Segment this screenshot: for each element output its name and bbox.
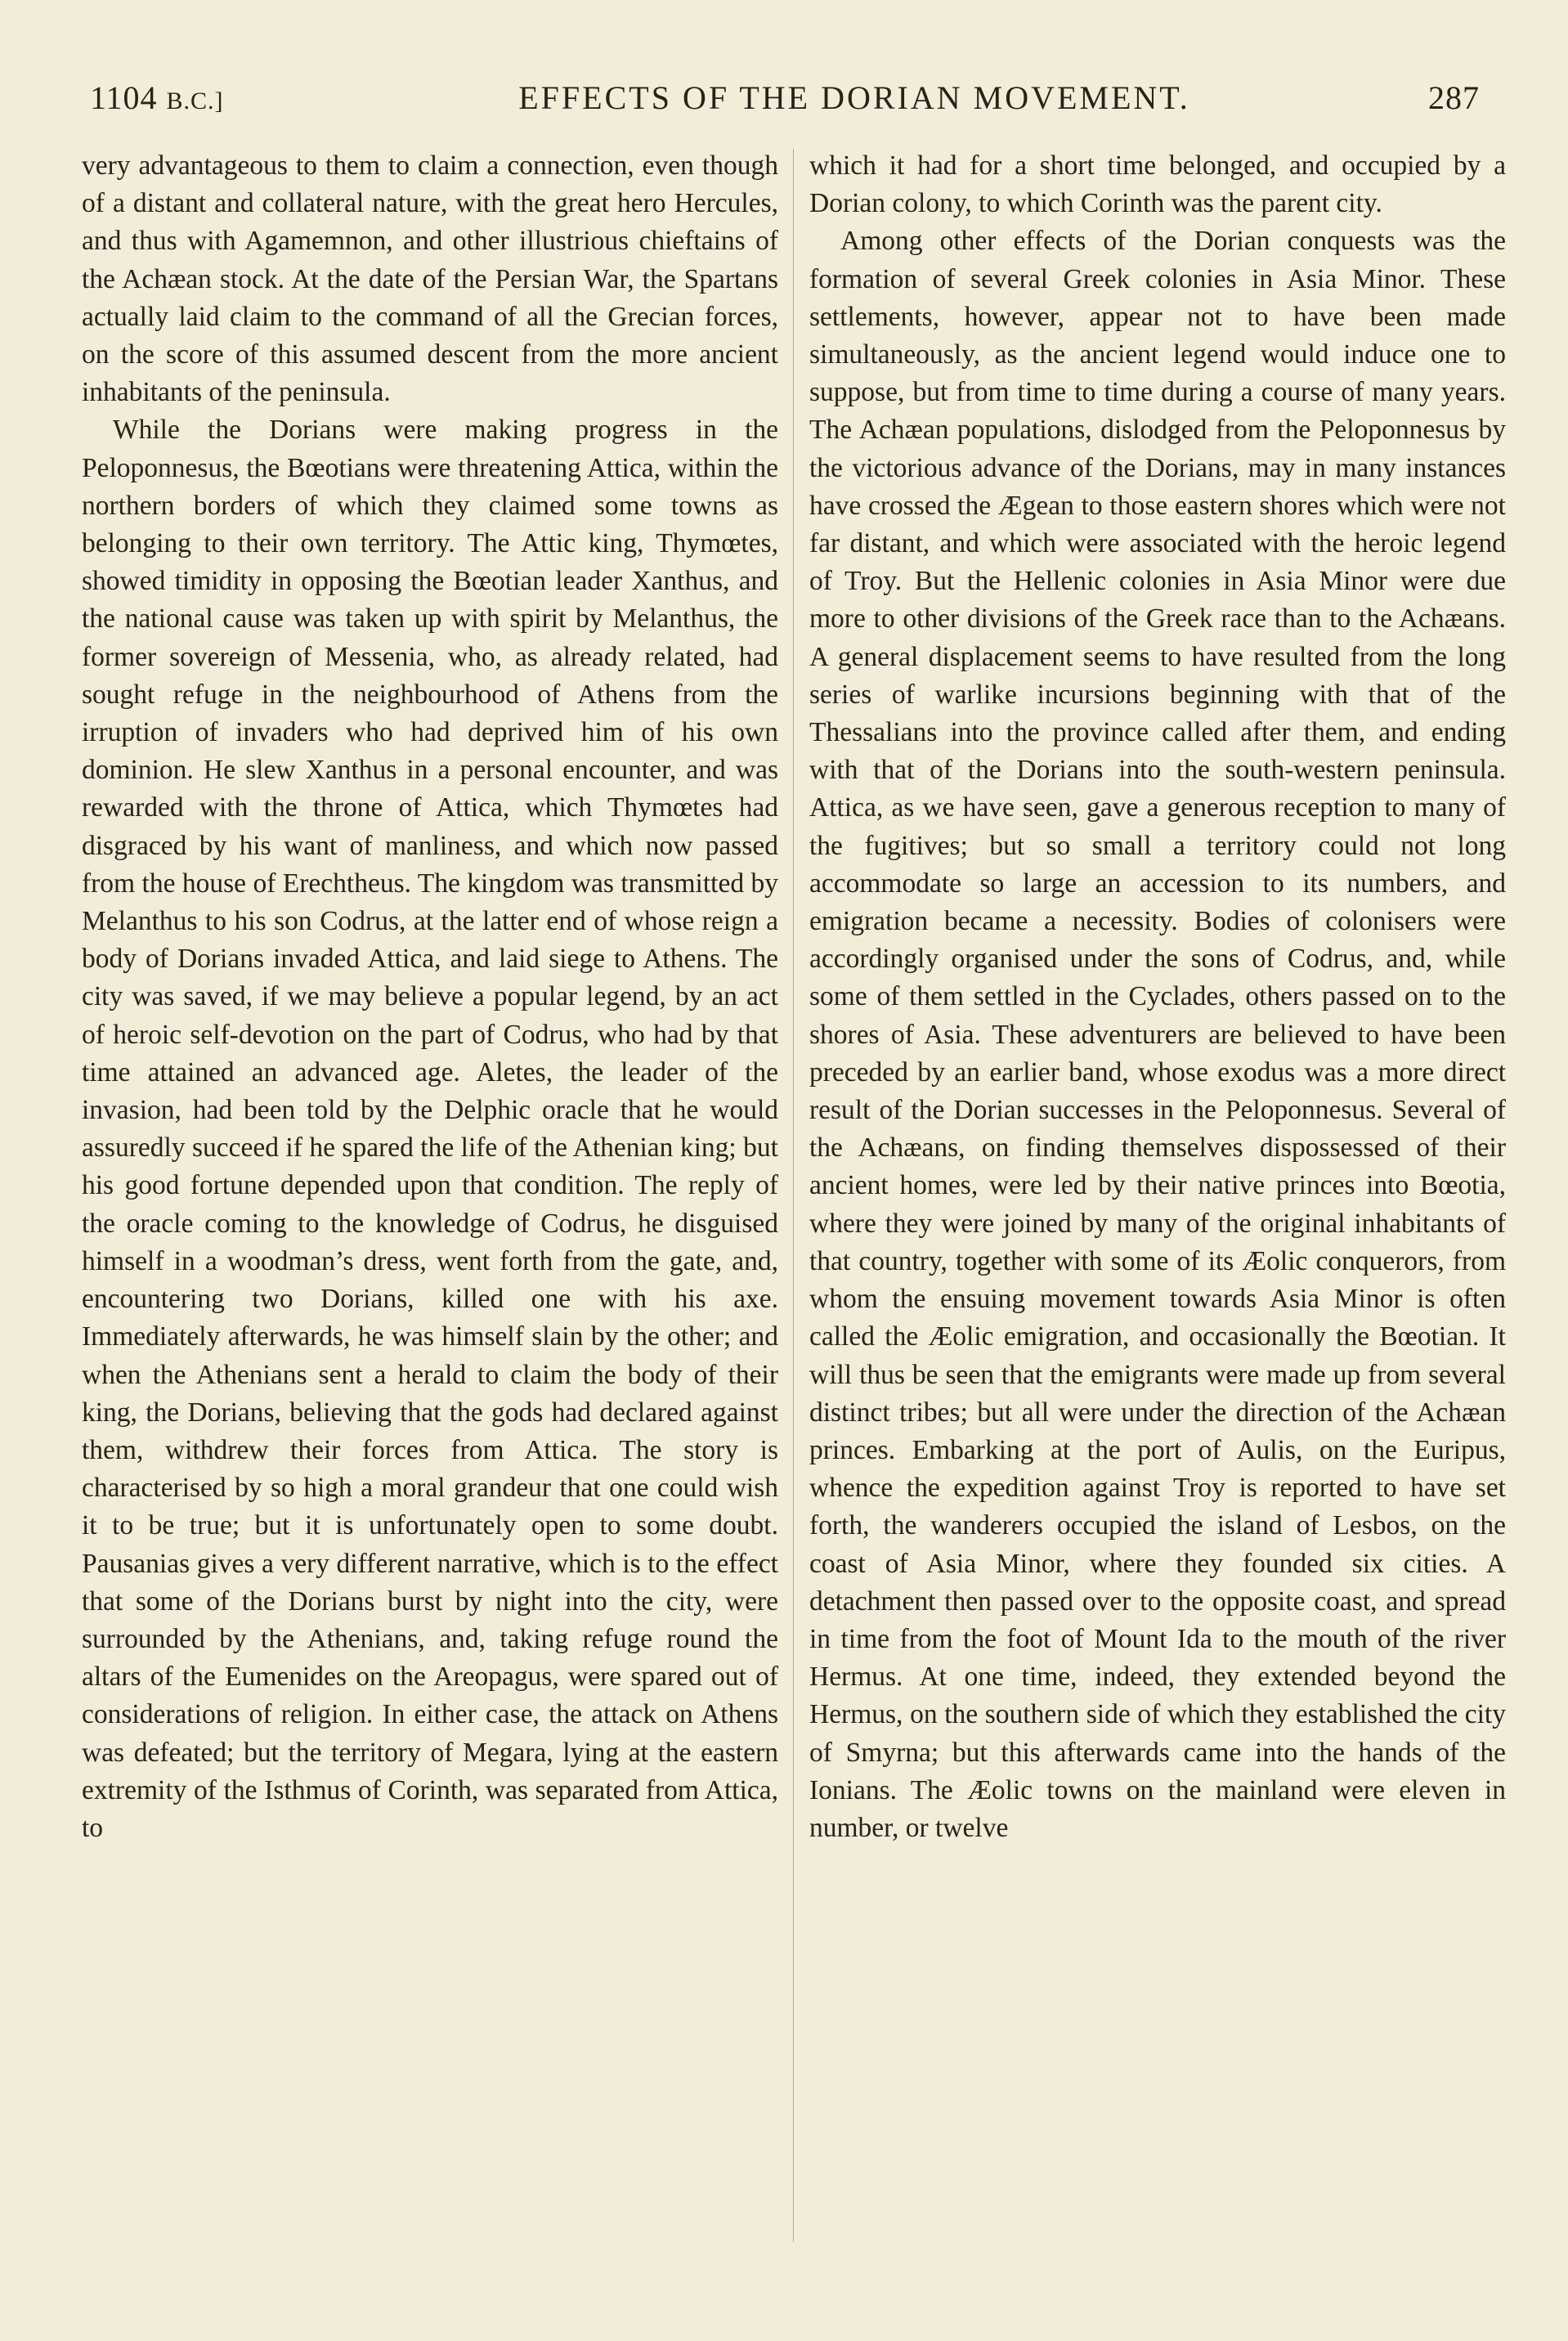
running-head [90,78,1480,128]
left-paragraph-2: While the Dorians were making progress in the Peloponnesus, the Bœotians were threatening Attica, within the northern borders of which they claimed some towns as belonging to their own territory. The Attic king, Thymœtes, showed timidity in opposing the Bœotian leader Xanthus, and the national cause was taken up with spirit by Melanthus, the former sovereign of Messenia, who, as already related, had sought refuge in the neighbourhood of Athens from the irruption of invaders who had deprived him of his own dominion. He slew Xanthus in a personal encounter, and was rewarded with the throne of Attica, which Thymœtes had disgraced by his want of manliness, and which now passed from the house of Erechtheus. The kingdom was transmitted by Melanthus to his son Codrus, at the latter end of whose reign a body of Dorians invaded Attica, and laid siege to Athens. The city was saved, if we may believe a popular legend, by an act of heroic self-devotion on the part of Codrus, who had by that time attained an advanced age. Aletes, the leader of the invasion, had been told by the Delphic oracle that he would assuredly succeed if he spared the life of the Athenian king; but his good fortune depended upon that condition. The reply of the oracle coming to the knowledge of Codrus, he disguised himself in a woodman’s dress, went forth from the gate, and, encountering two Dorians, killed one with his axe. Immediately afterwards, he was himself slain by the other; and when the Athenians sent a herald to claim the body of their king, the Dorians, believing that the gods had declared against them, withdrew their forces from Attica. The story is characterised by so high a moral grandeur that one could wish it to be true; but it is unfortunately open to some doubt. Pausanias gives a very different narrative, which is to the effect that some of the Dorians burst by night into the city, were surrounded by the Athenians, and, taking refuge round the altars of the Eumenides on the Areopagus, were spared out of considerations of religion. In either case, the attack on Athens was defeated; but the territory of Megara, lying at the eastern extremity of the Isthmus of Corinth, was separated from Attica, to [82,415,778,1843]
right-paragraph-2: Among other effects of the Dorian conquests was the formation of several Greek colonies in Asia Minor. These settlements, however, appear not to have been made simultaneously, as the ancient legend would induce one to suppose, but from time to time during a course of many years. The Achæan populations, dislodged from the Peloponnesus by the victorious advance of the Dorians, may in many instances have crossed the Ægean to those eastern shores which were not far distant, and which were associated with the heroic legend of Troy. But the Hellenic colonies in Asia Minor were due more to other divisions of the Greek race than to the Achæans. A general displacement seems to have resulted from the long series of warlike incursions beginning with that of the Thessalians into the province called after them, and ending with that of the Dorians into the south-western peninsula. Attica, as we have seen, gave a generous reception to many of the fugitives; but so small a territory could not long accommodate so large an accession to its numbers, and emigration became a necessity. Bodies of colonisers were accordingly organised under the sons of Codrus, and, while some of them settled in the Cyclades, others passed on to the shores of Asia. These adventurers are believed to have been preceded by an earlier band, whose exodus was a more direct result of the Dorian successes in the Peloponnesus. Several of the Achæans, on finding themselves dispossessed of their ancient homes, were led by their native princes into Bœotia, where they were joined by many of the original inhabitants of that country, together with some of its Æolic conquerors, from whom the ensuing movement towards Asia Minor is often called the Æolic emigration, and occasionally the Bœotian. It will thus be seen that the emigrants were made up from several distinct tribes; but all were under the direction of the Achæan princes. Embarking at the port of Aulis, on the Euripus, whence the expedition against Troy is reported to have set forth, the wanderers occupied the island of Lesbos, on the coast of Asia Minor, where they founded six cities. A detachment then passed over to the opposite coast, and spread in time from the foot of Mount Ida to the mouth of the river Hermus. At one time, indeed, they extended beyond the Hermus, on the southern side of which they established the city of Smyrna; but this afterwards came into the hands of the Ionians. The Æolic towns on the mainland were eleven in number, or twelve [809,226,1506,1843]
column-divider [793,149,794,2242]
left-column [82,147,778,1847]
running-head-year: 1104 [90,79,158,116]
running-head-date [90,78,224,117]
running-head-title: EFFECTS OF THE DORIAN MOVEMENT. [518,79,1190,116]
right-column [809,147,1506,1847]
running-head-era: B.C.] [166,87,224,114]
page-number: 287 [1428,79,1480,116]
left-paragraph-1: very advantageous to them to claim a connection, even though of a distant and collateral nature, with the great hero Hercules, and thus with Agamemnon, and other illustrious chieftains of the Achæan stock. At the date of the Persian War, the Spartans actually laid claim to the command of all the Grecian forces, on the score of this assumed descent from the more ancient inhabitants of the peninsula. [82,150,778,408]
right-paragraph-1: which it had for a short time belonged, and occupied by a Dorian colony, to which Corinth was the parent city. [809,150,1506,219]
